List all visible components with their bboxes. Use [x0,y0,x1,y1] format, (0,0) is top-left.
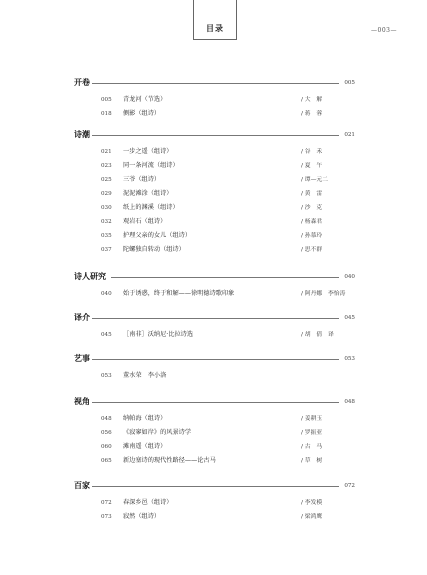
entry-page-number: 029 [101,191,112,197]
toc-tab [193,0,237,40]
section-heading [74,130,355,142]
toc-section [74,481,355,524]
entry-list [74,496,355,524]
toc-section [74,78,355,121]
entry-author: / 沙 克 [301,205,323,211]
entry-page-number: 045 [101,332,112,338]
entry-author: / 黄 雷 [301,191,323,197]
section-page-number: 072 [344,483,355,489]
toc-section [74,313,355,342]
section-title[interactable]: 百家 [74,481,90,490]
entry-page-number: 060 [101,444,112,450]
toc-entry[interactable] [74,454,355,468]
section-title[interactable]: 译介 [74,313,90,322]
entry-author: / 夏 午 [301,163,323,169]
section-rule [92,402,339,403]
entry-page-number: 018 [101,111,112,117]
entry-list [74,93,355,121]
toc-entry[interactable] [74,412,355,426]
entry-author: / 谭—元二 [301,177,328,183]
entry-page-number: 040 [101,291,112,297]
section-rule [92,359,339,360]
section-heading [74,272,355,284]
entry-author: / 古 马 [301,444,323,450]
toc-entry[interactable] [74,173,355,187]
section-heading [74,313,355,325]
section-title[interactable]: 诗人研究 [74,272,106,281]
entry-page-number: 056 [101,430,112,436]
entry-page-number: 073 [101,514,112,520]
entry-author: / 罗振亚 [301,430,323,436]
entry-title: 始于诱惑，终于和解——徐明德诗歌印象 [123,290,235,297]
entry-title: 滩南遥（组诗） [123,443,167,450]
entry-author: / 李发模 [301,500,323,506]
toc-entry[interactable] [74,243,355,257]
entry-author: / 杨森君 [301,219,323,225]
entry-title: 董水荣 李小洛 [123,372,167,379]
entry-author: / 草 树 [301,458,323,464]
toc-entry[interactable] [74,187,355,201]
section-rule [92,486,339,487]
entry-list [74,287,355,301]
entry-title: 护理父亲的女儿（组诗） [123,232,192,239]
section-rule [111,277,339,278]
entry-title: 纳帕海（组诗） [123,415,167,422]
entry-page-number: 065 [101,458,112,464]
entry-author: / 蒋 蓉 [301,111,323,117]
entry-title: 纸上的渊溪（组诗） [123,204,179,211]
entry-page-number: 032 [101,219,112,225]
section-page-number: 045 [344,315,355,321]
section-title[interactable]: 诗潮 [74,130,90,139]
entry-title: 新边塞诗的现代性路径——论古马 [123,457,216,464]
section-title[interactable]: 艺事 [74,354,90,363]
toc-title: 目录 [206,23,224,33]
toc-entry[interactable] [74,287,355,301]
entry-title: ［南非］沃纳尼·比拉诗选 [123,331,194,338]
section-page-number: 040 [344,274,355,280]
entry-author: / 阿丹娜 李怡涛 [301,291,346,297]
toc-section [74,272,355,301]
toc-section [74,130,355,257]
entry-author: / 孙慕玲 [301,233,323,239]
entry-title: 春深乡邑（组诗） [123,499,173,506]
entry-page-number: 021 [101,149,112,155]
entry-page-number: 053 [101,373,112,379]
entry-author: / 胡 倩 译 [301,332,334,338]
section-page-number: 021 [344,132,355,138]
entry-page-number: 030 [101,205,112,211]
entry-title: 观岩石（组诗） [123,218,167,225]
toc-entry[interactable] [74,369,355,383]
entry-page-number: 035 [101,233,112,239]
section-rule [92,318,339,319]
entry-page-number: 005 [101,97,112,103]
section-title[interactable]: 开卷 [74,78,90,87]
section-page-number: 048 [344,399,355,405]
entry-title: 侧影（组诗） [123,110,161,117]
entry-page-number: 048 [101,416,112,422]
page-header [0,0,427,42]
section-title[interactable]: 视角 [74,397,90,406]
toc-entry[interactable] [74,93,355,107]
entry-title: 同一条河流（组诗） [123,162,179,169]
entry-page-number: 037 [101,247,112,253]
section-heading [74,78,355,90]
toc-entry[interactable] [74,229,355,243]
section-heading [74,481,355,493]
entry-title: 寂然（组诗） [123,513,161,520]
entry-page-number: 025 [101,177,112,183]
entry-author: / 谷 禾 [301,149,323,155]
entry-page-number: 023 [101,163,112,169]
toc-section [74,354,355,383]
page-number: —003— [371,27,397,34]
entry-author: / 思不群 [301,247,323,253]
entry-title: 泥泥滩涂（组诗） [123,190,173,197]
entry-list [74,145,355,257]
toc-entry[interactable] [74,107,355,121]
section-page-number: 005 [344,80,355,86]
toc-entry[interactable] [74,145,355,159]
toc-entry[interactable] [74,215,355,229]
toc-entry[interactable] [74,510,355,524]
section-page-number: 053 [344,356,355,362]
entry-author: / 姜耕玉 [301,416,323,422]
entry-author: / 大 解 [301,97,323,103]
section-heading [74,397,355,409]
entry-title: 《寂寥如岸》的风景诗学 [123,429,192,436]
toc-entry[interactable] [74,426,355,440]
toc-entry[interactable] [74,440,355,454]
section-rule [92,83,339,84]
toc-section [74,397,355,468]
entry-list [74,369,355,383]
toc-entry[interactable] [74,328,355,342]
entry-title: 一步之遥（组诗） [123,148,173,155]
entry-title: 三爷（组诗） [123,176,161,183]
entry-list [74,412,355,468]
toc-entry[interactable] [74,201,355,215]
section-heading [74,354,355,366]
toc-entry[interactable] [74,496,355,510]
section-rule [92,135,339,136]
entry-page-number: 072 [101,500,112,506]
entry-title: 陀螺独自转动（组诗） [123,246,185,253]
toc-entry[interactable] [74,159,355,173]
entry-title: 青龙河（节选） [123,96,167,103]
entry-author: / 梁鸿鹰 [301,514,323,520]
entry-list [74,328,355,342]
